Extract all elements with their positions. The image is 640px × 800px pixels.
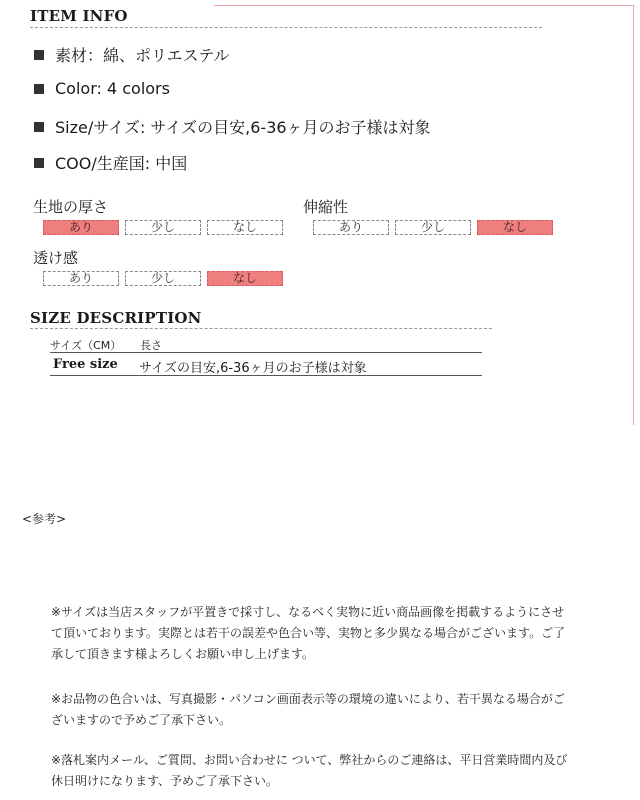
size-row-value: サイズの目安,6-36ヶ月のお子様は対象: [139, 361, 367, 376]
bullet-material-text: 素材：綿、ポリエステル: [55, 46, 230, 65]
reference-note-1: ※サイズは当店スタッフが平置きで採寸し、なるべく実物に近い商品画像を掲載するようにさせて頂いております。実際とは若干の誤差や色合い等、実物と多少異なる場合がございます。ご了承して頂きます様よろしくお願い申し上げます。: [51, 605, 566, 661]
item-info-title: ITEM INFO: [30, 7, 128, 25]
bullet-color: [34, 79, 170, 98]
bullet-coo: [34, 151, 187, 174]
size-header-length: 長さ: [140, 339, 162, 352]
sheer-option-3: なし: [207, 271, 283, 286]
stretch-option-3: なし: [477, 220, 553, 235]
thickness-option-2: 少し: [125, 220, 201, 235]
size-header-underline: [50, 352, 482, 353]
size-description-title: SIZE DESCRIPTION: [30, 309, 202, 327]
bullet-square-icon: [34, 158, 44, 168]
reference-note-2: ※お品物の色合いは、写真撮影・パソコン画面表示等の環境の違いにより、若干異なる場合がございますので予めご了承下さい。: [51, 692, 565, 727]
decorative-frame-top: [214, 5, 634, 6]
bullet-material: [34, 43, 230, 66]
sheer-option-2: 少し: [125, 271, 201, 286]
stretch-label: 伸縮性: [303, 198, 349, 216]
size-description-divider: [30, 328, 492, 329]
reference-note-3: ※落札案内メール、ご質問、お問い合わせに ついて、弊社からのご連絡は、平日営業時間内及び休日明けになります、予めご了承下さい。: [51, 753, 568, 788]
bullet-coo-text: COO/生産国: 中国: [55, 154, 188, 173]
stretch-option-1: あり: [313, 220, 389, 235]
reference-heading: <参考>: [22, 512, 67, 526]
thickness-option-1: あり: [43, 220, 119, 235]
bullet-size-text: Size/サイズ: サイズの目安,6-36ヶ月のお子様は対象: [55, 118, 431, 137]
size-header-size: サイズ（CM）: [50, 339, 122, 352]
size-row-size: Free size: [53, 357, 118, 372]
decorative-frame-right: [633, 5, 634, 425]
bullet-size: [34, 115, 431, 138]
thickness-label: 生地の厚さ: [33, 198, 109, 216]
sheer-option-1: あり: [43, 271, 119, 286]
bullet-color-text: Color: 4 colors: [55, 79, 170, 98]
item-info-divider: [30, 27, 542, 28]
thickness-option-3: なし: [207, 220, 283, 235]
size-row-underline: [50, 375, 482, 376]
bullet-square-icon: [34, 50, 44, 60]
bullet-square-icon: [34, 84, 44, 94]
stretch-option-2: 少し: [395, 220, 471, 235]
sheer-label: 透け感: [33, 249, 79, 267]
bullet-square-icon: [34, 122, 44, 132]
